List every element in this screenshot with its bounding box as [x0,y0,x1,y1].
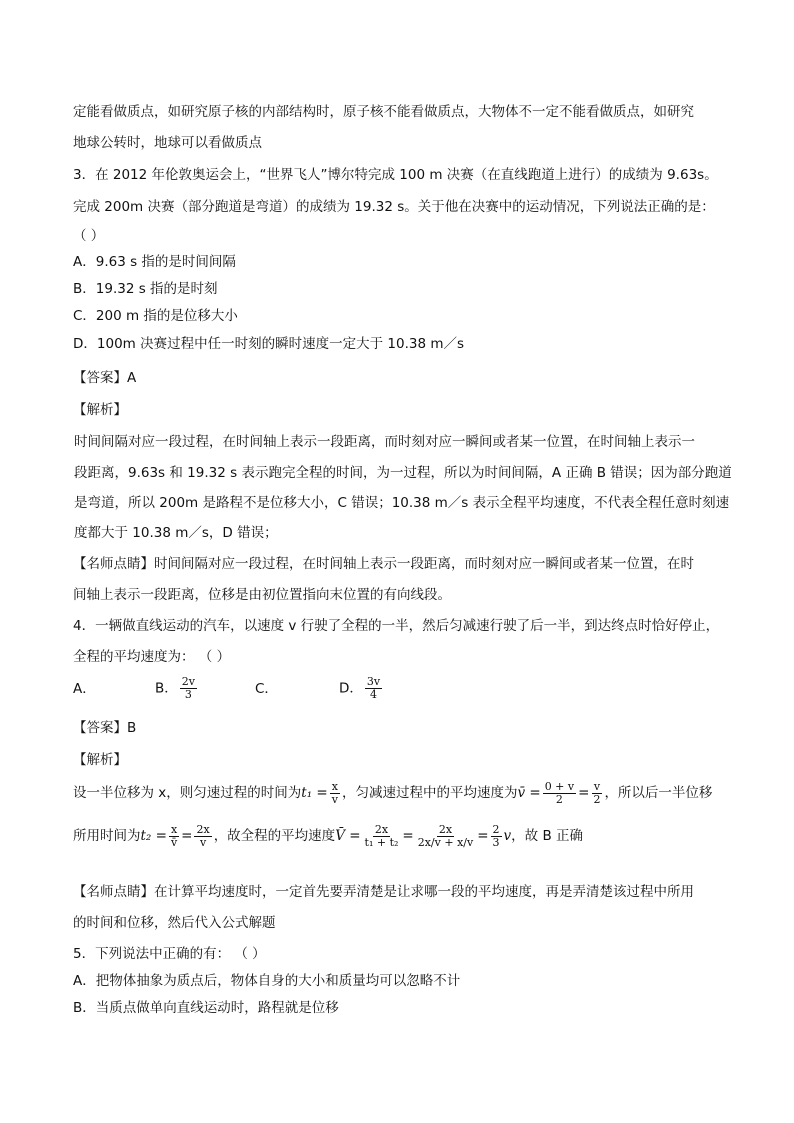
question-3-analysis-label: 【解析】 [73,402,127,418]
question-4-analysis: 设一半位移为 x，则匀速过程的时间为t₁ = $\frac{x}{v}$ ，匀减速过程中的平均速度为v̄ = $\frac{0 + v}{2}$ = $\frac{v}{2}$ ，所以后一半位移 [73,779,713,806]
question-3-stem: 3．在 2012 年伦敦奥运会上，“世界飞人”博尔特完成 100 m 决赛（在直线跑道上进行）的成绩为 9.63s。 [73,167,718,183]
option-d: D． $\frac{3v}{4}$ [339,675,381,701]
question-3-stem: 完成 200m 决赛（部分跑道是弯道）的成绩为 19.32 s。关于他在决赛中的运动情况，下列说法正确的是： [73,199,715,215]
option-b: B． $\frac{2v}{3}$ [155,675,195,701]
question-3-comment: 【名师点睛】时间间隔对应一段过程，在时间轴上表示一段距离，而时刻对应一瞬间或者某一位置，在时 [73,556,694,572]
question-5-stem: 5．下列说法中正确的有： （ ） [73,946,266,962]
question-3-option-a: A．9.63 s 指的是时间间隔 [73,254,236,270]
option-a: A． [73,680,96,697]
paragraph-line: 定能看做质点，如研究原子核的内部结构时，原子核不能看做质点，大物体不一定不能看做质点，如研究 [73,104,694,120]
question-4-comment: 【名师点睛】在计算平均速度时，一定首先要弄清楚是让求哪一段的平均速度，再是弄清楚该过程中所用 [73,884,694,900]
paragraph-line: 地球公转时，地球可以看做质点 [73,135,262,151]
question-4-stem: 全程的平均速度为： （ ） [73,649,231,665]
question-3-option-d: D．100m 决赛过程中任一时刻的瞬时速度一定大于 10.38 m／s [73,336,465,352]
question-3-paren: （ ） [73,228,105,244]
question-3-analysis: 度都大于 10.38 m／s，D 错误； [74,525,278,541]
question-4-answer: 【答案】B [73,720,137,736]
question-3-analysis: 段距离，9.63s 和 19.32 s 表示跑完全程的时间，为一过程，所以为时间间隔，A 正确 B 错误；因为部分跑道 [74,465,732,481]
question-4-options [73,676,384,701]
question-3-option-b: B．19.32 s 指的是时刻 [73,281,218,297]
question-5-option-a: A．把物体抽象为质点后，物体自身的大小和质量均可以忽略不计 [73,973,461,989]
question-3-option-c: C．200 m 指的是位移大小 [73,308,238,324]
question-3-analysis: 时间间隔对应一段过程，在时间轴上表示一段距离，而时刻对应一瞬间或者某一位置，在时间轴上表示一 [74,434,695,450]
option-c: C． [255,680,278,697]
question-4-stem: 4．一辆做直线运动的汽车，以速度 v 行驶了全程的一半，然后匀减速行驶了后一半，到达终点时恰好停止， [73,618,720,634]
question-4-analysis: 所用时间为t₂ = $\frac{x}{v̄}$ = $\frac{2x}{v}$ ，故全程的平均速度V̄ = $\frac{2x}{\text{t₁ + t₂}}$ = $\frac{2x}{2x/v + x/v}$ = $\frac{2}{3}$ v，故 B 正确 [73,822,584,849]
question-4-comment: 的时间和位移，然后代入公式解题 [73,915,276,931]
question-4-analysis-label: 【解析】 [73,752,127,768]
question-3-answer: 【答案】A [73,370,137,386]
question-5-option-b: B．当质点做单向直线运动时，路程就是位移 [73,1000,339,1016]
question-3-comment: 间轴上表示一段距离，位移是由初位置指向末位置的有向线段。 [73,587,451,603]
question-3-analysis: 是弯道，所以 200m 是路程不是位移大小，C 错误；10.38 m／s 表示全程平均速度，不代表全程任意时刻速 [74,495,730,511]
